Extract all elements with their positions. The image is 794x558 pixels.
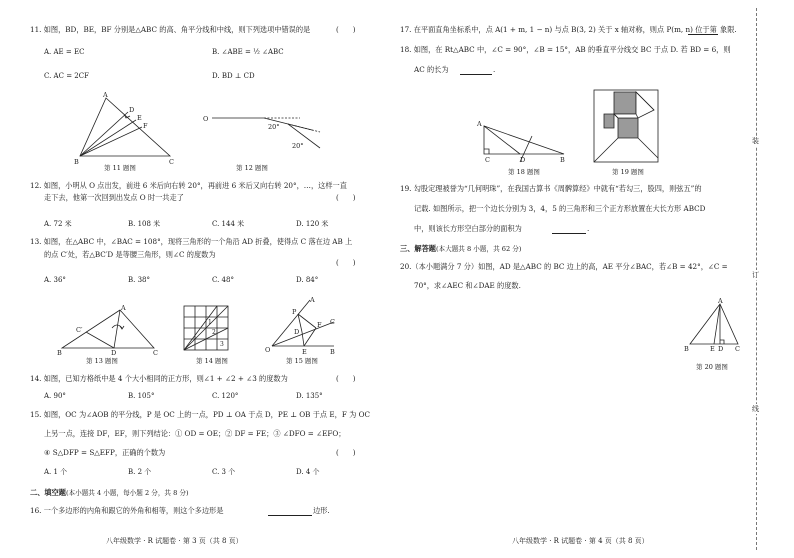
q13-option-c: C. 48° bbox=[212, 276, 234, 284]
section-3-heading bbox=[400, 243, 521, 254]
fig15-label-d: D bbox=[294, 328, 300, 336]
section-2-note: (本小题共 4 小题，每小题 2 分，共 8 分) bbox=[65, 489, 189, 497]
fig20-label-b: B bbox=[684, 345, 689, 353]
fig11-label-b: B bbox=[74, 158, 79, 166]
q13-answer-paren: ( ) bbox=[336, 259, 356, 267]
fig15-label-o: O bbox=[265, 346, 271, 354]
q20-line1: 20.（本小题满分 7 分）如图，AD 是△ABC 的 BC 边上的高，AE 平分∠BAC，若∠B = 42°，∠C = bbox=[400, 262, 728, 271]
fig15-label-f: F bbox=[317, 321, 322, 329]
fig11-label-a: A bbox=[103, 91, 108, 99]
q13-line1: 13. 如图，在△ABC 中，∠BAC = 108°，现将三角形的一个角沿 AD 折叠，使得点 C 落在边 AB 上 bbox=[30, 237, 353, 246]
fig13-caption: 第 13 题图 bbox=[86, 357, 118, 365]
fig13-label-a: A bbox=[121, 304, 126, 312]
fig14-angle-3: 3 bbox=[220, 341, 224, 348]
fig15-label-a: A bbox=[310, 296, 315, 304]
fig15-caption: 第 15 题图 bbox=[286, 357, 318, 365]
q15-option-b: B. 2 个 bbox=[128, 468, 152, 476]
q18-answer-blank[interactable] bbox=[460, 74, 492, 75]
fig13-label-d: D bbox=[111, 349, 117, 356]
fig12-angle-2: 20° bbox=[292, 142, 304, 150]
q15-answer-paren: ( ) bbox=[336, 449, 356, 457]
q18-tail: . bbox=[493, 65, 496, 74]
q15-line2: 上另一点，连接 DF，EF，则下列结论：① OD = OE；② DF = FE；③ ∠DFO = ∠EFO； bbox=[44, 429, 346, 438]
q14-option-d: D. 135° bbox=[296, 392, 323, 400]
fig13-label-c: C bbox=[153, 349, 158, 356]
fig12-label-o: O bbox=[203, 115, 209, 123]
fig20-label-d: D bbox=[718, 345, 724, 353]
q15-option-c: C. 3 个 bbox=[212, 468, 236, 476]
q11-stem: 11. 如图，BD，BE，BF 分别是△ABC 的高、角平分线和中线，则下列选项中错误的是 bbox=[30, 25, 311, 34]
q16-tail: 边形. bbox=[313, 506, 330, 515]
q13-option-d: D. 84° bbox=[296, 276, 319, 284]
fig11-label-e: E bbox=[137, 114, 142, 122]
q11-option-a: A. AE = EC bbox=[44, 48, 85, 56]
fig12-caption: 第 12 题图 bbox=[236, 164, 268, 172]
q15-line3: ④ S△DFP = S△EFP，正确的个数为 bbox=[44, 448, 166, 457]
q19-line3: 中，则该长方形空白部分的面积为 bbox=[414, 224, 522, 233]
q17-answer-blank[interactable] bbox=[688, 34, 718, 35]
fig15-label-c: C bbox=[330, 318, 335, 326]
figure-20 bbox=[682, 298, 744, 354]
q14-option-c: C. 120° bbox=[212, 392, 239, 400]
fig11-label-d: D bbox=[129, 106, 135, 114]
q19-line1: 19. 勾股定理被誉为“几何明珠”，在我国古算书《周髀算经》中就有“若勾三，股四，则弦五”的 bbox=[400, 184, 702, 193]
section-2-title: 二、填空题 bbox=[30, 488, 66, 497]
fig18-label-b: B bbox=[560, 156, 565, 164]
fig18-label-c: C bbox=[485, 156, 490, 164]
q18-line2: AC 的长为 bbox=[414, 65, 449, 74]
fig14-angle-2: 2 bbox=[212, 329, 216, 336]
fig13-label-c-prime: C′ bbox=[76, 326, 83, 334]
q14-option-a: A. 90° bbox=[44, 392, 66, 400]
figure-13 bbox=[54, 302, 164, 356]
figure-11 bbox=[70, 90, 180, 168]
fig18-caption: 第 18 题图 bbox=[508, 168, 540, 176]
q15-line1: 15. 如图，OC 为∠AOB 的平分线，P 是 OC 上的一点，PD ⊥ OA 于点 D，PE ⊥ OB 于点 E，F 为 OC bbox=[30, 410, 370, 419]
fig18-label-a: A bbox=[477, 120, 482, 128]
section-3-note: (本大题共 8 小题，共 62 分) bbox=[435, 245, 522, 253]
binding-char-2: 订 bbox=[752, 271, 759, 279]
fig19-caption: 第 19 题图 bbox=[612, 168, 644, 176]
fig11-caption: 第 11 题图 bbox=[104, 164, 136, 172]
q13-option-b: B. 38° bbox=[128, 276, 151, 284]
q13-line2: 的点 C′处，若△BC′D 是等腰三角形，则∠C 的度数为 bbox=[44, 250, 216, 259]
q11-option-c: C. AC = 2CF bbox=[44, 72, 89, 80]
figure-14 bbox=[182, 304, 232, 354]
q16-answer-blank[interactable] bbox=[268, 515, 312, 516]
q12-answer-paren: ( ) bbox=[336, 194, 356, 202]
q11-option-d: D. BD ⊥ CD bbox=[212, 72, 255, 80]
q12-option-d: D. 120 米 bbox=[296, 220, 329, 228]
figure-19 bbox=[592, 88, 660, 164]
q15-option-a: A. 1 个 bbox=[44, 468, 68, 476]
binding-char-1: 装 bbox=[752, 137, 759, 145]
q14-answer-paren: ( ) bbox=[336, 375, 356, 383]
q12-line1: 12. 如图，小明从 O 点出发，前进 6 米后向右转 20°，再前进 6 米后又向右转 20°，…，这样一直 bbox=[30, 181, 347, 190]
fig15-label-b: B bbox=[330, 348, 335, 356]
fig11-label-f: F bbox=[143, 122, 148, 130]
fig14-angle-1: 1 bbox=[208, 319, 212, 326]
q14-stem: 14. 如图，已知方格纸中是 4 个大小相同的正方形，则∠1 + ∠2 + ∠3 的度数为 bbox=[30, 374, 288, 383]
fig15-label-e: E bbox=[302, 348, 307, 356]
section-2-heading bbox=[30, 487, 189, 498]
fig14-caption: 第 14 题图 bbox=[196, 357, 228, 365]
fig20-caption: 第 20 题图 bbox=[696, 363, 728, 371]
q15-option-d: D. 4 个 bbox=[296, 468, 320, 476]
q19-answer-blank[interactable] bbox=[552, 233, 586, 234]
fig20-label-c: C bbox=[735, 345, 740, 353]
q17-stem: 17. 在平面直角坐标系中，点 A(1 + m, 1 − n) 与点 B(3, 2) 关于 x 轴对称，则点 P(m, n) 位于第 bbox=[400, 25, 717, 34]
fig20-label-e: E bbox=[710, 345, 715, 353]
fig12-angle-1: 20° bbox=[268, 123, 280, 131]
q18-line1: 18. 如图，在 Rt△ABC 中，∠C = 90°，∠B = 15°，AB 的垂直平分线交 BC 于点 D. 若 BD = 6，则 bbox=[400, 45, 731, 54]
binding-char-3: 线 bbox=[752, 405, 759, 413]
q14-option-b: B. 105° bbox=[128, 392, 155, 400]
q16-stem: 16. 一个多边形的内角和跟它的外角和相等，则这个多边形是 bbox=[30, 506, 224, 515]
q11-answer-paren: ( ) bbox=[336, 26, 356, 34]
fig20-label-a: A bbox=[718, 298, 723, 305]
q17-tail: 象限. bbox=[720, 25, 737, 34]
q11-option-b: B. ∠ABE = ½ ∠ABC bbox=[212, 48, 284, 56]
section-3-title: 三、解答题 bbox=[400, 244, 436, 253]
figure-12 bbox=[200, 112, 330, 160]
q13-option-a: A. 36° bbox=[44, 276, 66, 284]
fig13-label-b: B bbox=[57, 349, 62, 356]
fig15-label-p: P bbox=[292, 308, 297, 316]
fig11-label-c: C bbox=[169, 158, 174, 166]
q20-line2: 70°，求∠AEC 和∠DAE 的度数. bbox=[414, 281, 521, 290]
q12-line2: 走下去，他第一次回到出发点 O 时一共走了 bbox=[44, 193, 184, 202]
page-4-footer: 八年级数学 · R 试题卷 · 第 4 页（共 8 页） bbox=[512, 537, 649, 545]
q19-tail: . bbox=[587, 224, 590, 233]
q12-option-c: C. 144 米 bbox=[212, 220, 245, 228]
fig18-label-d: D bbox=[520, 156, 526, 164]
q12-option-a: A. 72 米 bbox=[44, 220, 72, 228]
q12-option-b: B. 108 米 bbox=[128, 220, 161, 228]
figure-18 bbox=[476, 116, 576, 164]
q19-line2: 记载. 如图所示，把一个边长分别为 3，4，5 的三角形和三个正方形放置在大长方形 ABCD bbox=[414, 204, 706, 213]
figure-15 bbox=[264, 294, 340, 356]
page-3-footer: 八年级数学 · R 试题卷 · 第 3 页（共 8 页） bbox=[106, 537, 243, 545]
